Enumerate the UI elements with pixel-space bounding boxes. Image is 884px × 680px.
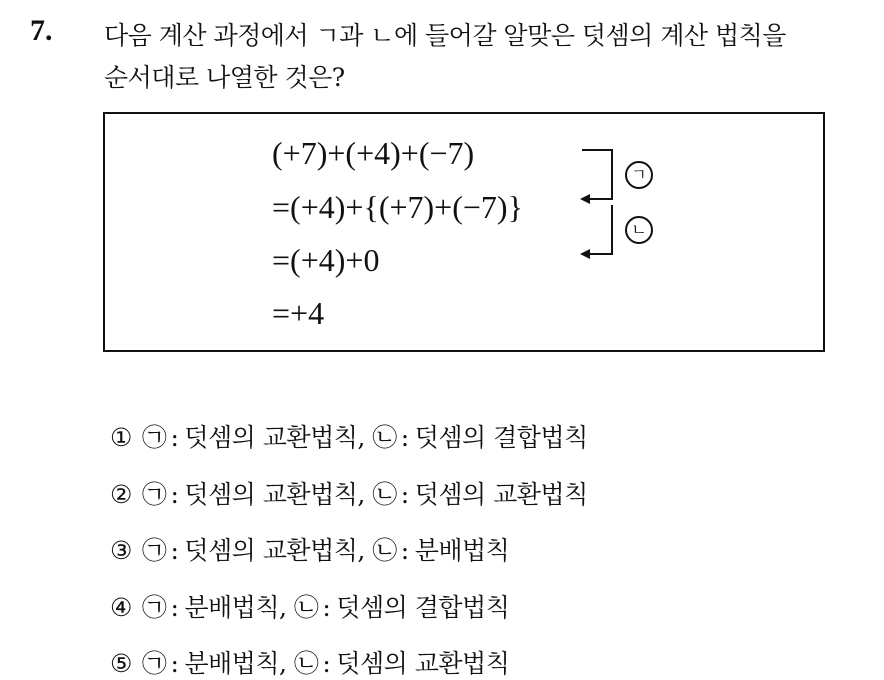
step-label-a: ㄱ [625,161,653,189]
option-text-b: 덧셈의 결합법칙 [336,593,510,622]
option-text-a: 덧셈의 교환법칙, [184,423,365,452]
colon: : [400,423,409,452]
answer-option-1[interactable] [110,418,588,454]
question-text-line-2: 순서대로 나열한 것은? [104,63,345,92]
colon: : [400,536,409,565]
option-text-b: 덧셈의 교환법칙 [336,649,510,678]
calc-line-4: =+4 [272,295,325,331]
arrow-step-2 [588,205,612,254]
option-text-b: 분배법칙 [414,536,510,565]
calc-line-3: =(+4)+0 [272,242,380,278]
option-label-b: ㉡ [293,593,319,622]
colon: : [322,593,331,622]
colon: : [170,536,179,565]
arrow-head-1 [580,194,590,204]
option-text-b: 덧셈의 교환법칙 [414,480,588,509]
option-text-b: 덧셈의 결합법칙 [414,423,588,452]
option-label-a: ㉠ [141,423,167,452]
question-text-line-1: 다음 계산 과정에서 ㄱ과 ㄴ에 들어갈 알맞은 덧셈의 계산 법칙을 [104,21,786,50]
colon: : [170,423,179,452]
option-number: ② [110,480,132,509]
step-label-b: ㄴ [625,216,653,244]
option-number: ⑤ [110,649,132,678]
colon: : [170,480,179,509]
option-label-a: ㉠ [141,536,167,565]
option-text-a: 분배법칙, [184,593,287,622]
option-label-a: ㉠ [141,649,167,678]
colon: : [170,593,179,622]
option-number: ④ [110,593,132,622]
option-text-a: 분배법칙, [184,649,287,678]
arrow-head-2 [580,249,590,259]
option-text-a: 덧셈의 교환법칙, [184,536,365,565]
answer-option-3[interactable] [110,531,509,567]
answer-option-5[interactable] [110,644,509,680]
calc-line-1: (+7)+(+4)+(−7) [272,135,475,171]
option-label-b: ㉡ [372,480,397,509]
colon: : [400,480,409,509]
option-number: ① [110,423,132,452]
option-label-a: ㉠ [141,480,167,509]
answer-option-4[interactable] [110,588,509,624]
option-label-b: ㉡ [372,536,397,565]
colon: : [322,649,331,678]
step-arrows [560,135,630,275]
option-label-b: ㉡ [372,423,397,452]
option-text-a: 덧셈의 교환법칙, [184,480,365,509]
answer-option-2[interactable] [110,475,588,511]
question-number: 7. [30,14,53,47]
calc-line-2: =(+4)+{(+7)+(−7)} [272,189,523,225]
option-label-a: ㉠ [141,593,167,622]
option-label-b: ㉡ [293,649,319,678]
arrow-step-1 [582,150,612,199]
option-number: ③ [110,536,132,565]
colon: : [170,649,179,678]
